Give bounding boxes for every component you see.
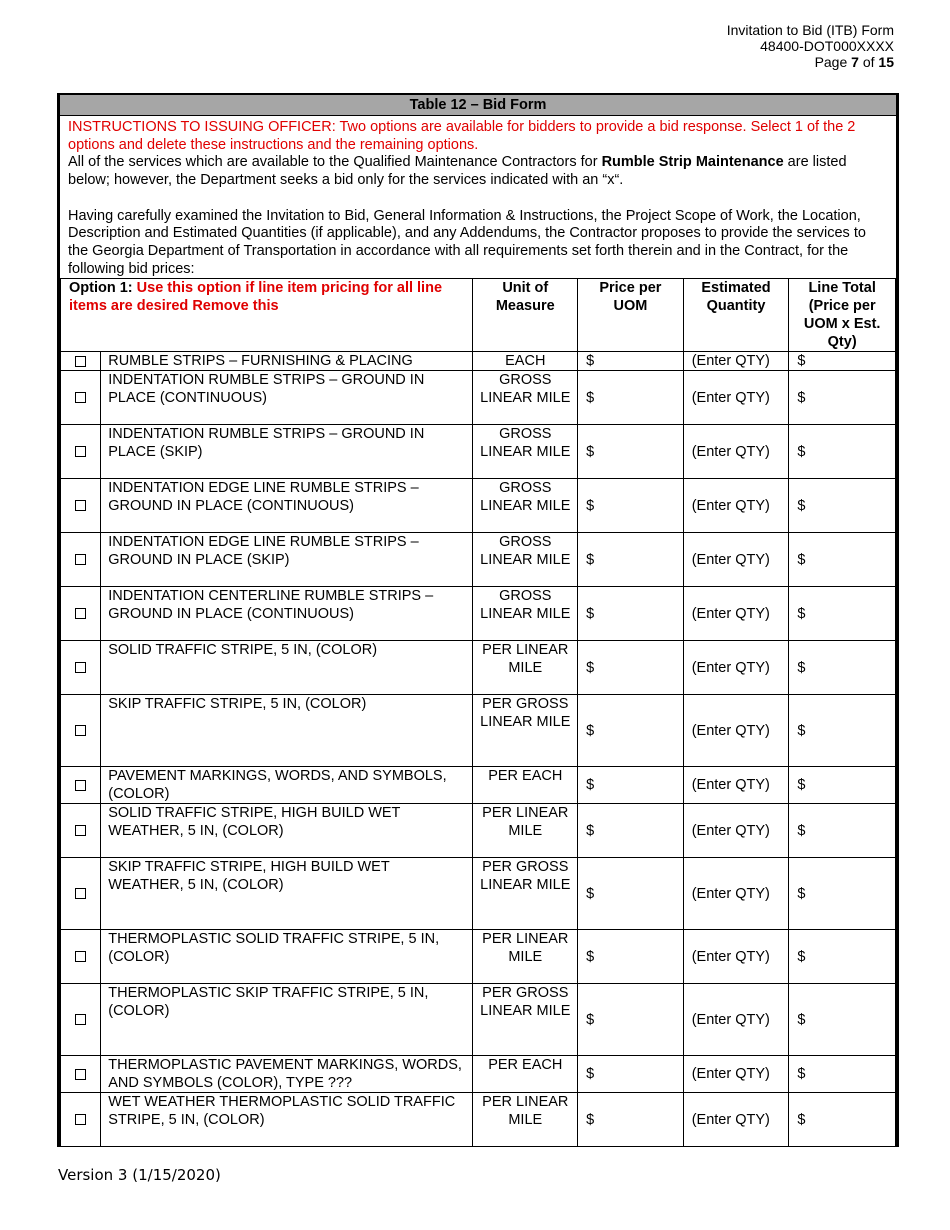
checkbox-icon[interactable] [75, 888, 86, 899]
price-header: Price per UOM [578, 279, 684, 352]
checkbox-icon[interactable] [75, 780, 86, 791]
item-description: INDENTATION EDGE LINE RUMBLE STRIPS – GROUND IN PLACE (CONTINUOUS) [101, 479, 473, 533]
table-row [61, 479, 896, 533]
price-per-uom[interactable]: $ [578, 479, 684, 533]
option-1-header: Option 1: Use this option if line item pricing for all line items are desired Remove this [61, 279, 473, 352]
estimated-quantity[interactable]: (Enter QTY) [683, 804, 789, 858]
instructions-block [60, 116, 896, 278]
checkbox-icon[interactable] [75, 1014, 86, 1025]
line-total[interactable]: $ [789, 767, 896, 804]
row-checkbox-cell[interactable] [61, 352, 101, 371]
services-statement: All of the services which are available to the Qualified Maintenance Contractors for Rumble Strip Maintenance are listed below; however, the Department seeks a bid only for the services indicated with an “x“. [68, 154, 847, 189]
row-checkbox-cell[interactable] [61, 858, 101, 930]
checkbox-icon[interactable] [75, 725, 86, 736]
bid-form-table-frame [57, 93, 899, 1147]
line-total[interactable]: $ [789, 984, 896, 1056]
price-per-uom[interactable]: $ [578, 767, 684, 804]
unit-of-measure: PER LINEAR MILE [473, 641, 578, 695]
checkbox-icon[interactable] [75, 608, 86, 619]
item-description: SKIP TRAFFIC STRIPE, 5 IN, (COLOR) [101, 695, 473, 767]
row-checkbox-cell[interactable] [61, 371, 101, 425]
table-row [61, 858, 896, 930]
estimated-quantity[interactable]: (Enter QTY) [683, 858, 789, 930]
line-total[interactable]: $ [789, 695, 896, 767]
item-description: SOLID TRAFFIC STRIPE, HIGH BUILD WET WEATHER, 5 IN, (COLOR) [101, 804, 473, 858]
item-description: INDENTATION EDGE LINE RUMBLE STRIPS – GROUND IN PLACE (SKIP) [101, 533, 473, 587]
estimated-quantity[interactable]: (Enter QTY) [683, 352, 789, 371]
row-checkbox-cell[interactable] [61, 984, 101, 1056]
price-per-uom[interactable]: $ [578, 371, 684, 425]
table-row [61, 767, 896, 804]
table-row [61, 804, 896, 858]
line-total[interactable]: $ [789, 1056, 896, 1093]
item-description: INDENTATION RUMBLE STRIPS – GROUND IN PLACE (CONTINUOUS) [101, 371, 473, 425]
contractor-proposal-statement: Having carefully examined the Invitation to Bid, General Information & Instructions, the Project Scope of Work, the Location, Description and Estimated Quantities (if applicable), and any Addendums, the Contractor proposes to provide the services to the Georgia Department of Transportation in accordance with all requirements set forth therein and in the Contract, for the following bid prices: [68, 207, 866, 277]
price-per-uom[interactable]: $ [578, 425, 684, 479]
price-per-uom[interactable]: $ [578, 1093, 684, 1147]
estimated-quantity[interactable]: (Enter QTY) [683, 371, 789, 425]
table-row [61, 641, 896, 695]
estimated-quantity[interactable]: (Enter QTY) [683, 479, 789, 533]
row-checkbox-cell[interactable] [61, 695, 101, 767]
table-row [61, 695, 896, 767]
unit-of-measure: GROSS LINEAR MILE [473, 425, 578, 479]
row-checkbox-cell[interactable] [61, 1093, 101, 1147]
estimated-quantity[interactable]: (Enter QTY) [683, 533, 789, 587]
estimated-quantity[interactable]: (Enter QTY) [683, 1093, 789, 1147]
bid-price-table [60, 278, 896, 1147]
estimated-quantity[interactable]: (Enter QTY) [683, 930, 789, 984]
checkbox-icon[interactable] [75, 446, 86, 457]
price-per-uom[interactable]: $ [578, 984, 684, 1056]
item-description: THERMOPLASTIC PAVEMENT MARKINGS, WORDS, AND SYMBOLS (COLOR), TYPE ??? [101, 1056, 473, 1093]
form-title: Invitation to Bid (ITB) Form [726, 22, 894, 38]
table-row [61, 930, 896, 984]
row-checkbox-cell[interactable] [61, 767, 101, 804]
price-per-uom[interactable]: $ [578, 352, 684, 371]
item-description: SOLID TRAFFIC STRIPE, 5 IN, (COLOR) [101, 641, 473, 695]
checkbox-icon[interactable] [75, 1069, 86, 1080]
price-per-uom[interactable]: $ [578, 1056, 684, 1093]
unit-of-measure: EACH [473, 352, 578, 371]
item-description: RUMBLE STRIPS – FURNISHING & PLACING [101, 352, 473, 371]
table-row [61, 1093, 896, 1147]
page-number: Page 7 of 15 [814, 54, 894, 70]
checkbox-icon[interactable] [75, 662, 86, 673]
line-total[interactable]: $ [789, 1093, 896, 1147]
estimated-quantity[interactable]: (Enter QTY) [683, 695, 789, 767]
table-row [61, 371, 896, 425]
line-total[interactable]: $ [789, 858, 896, 930]
table-title: Table 12 – Bid Form [60, 93, 896, 116]
checkbox-icon[interactable] [75, 1114, 86, 1125]
item-description: WET WEATHER THERMOPLASTIC SOLID TRAFFIC STRIPE, 5 IN, (COLOR) [101, 1093, 473, 1147]
estimated-quantity[interactable]: (Enter QTY) [683, 587, 789, 641]
item-description: INDENTATION CENTERLINE RUMBLE STRIPS – GROUND IN PLACE (CONTINUOUS) [101, 587, 473, 641]
checkbox-icon[interactable] [75, 356, 86, 367]
table-row [61, 1056, 896, 1093]
estimated-quantity[interactable]: (Enter QTY) [683, 984, 789, 1056]
estimated-quantity[interactable]: (Enter QTY) [683, 641, 789, 695]
line-total[interactable]: $ [789, 533, 896, 587]
table-row [61, 587, 896, 641]
unit-of-measure: PER GROSS LINEAR MILE [473, 695, 578, 767]
unit-of-measure: PER EACH [473, 767, 578, 804]
item-description: INDENTATION RUMBLE STRIPS – GROUND IN PLACE (SKIP) [101, 425, 473, 479]
row-checkbox-cell[interactable] [61, 533, 101, 587]
item-description: THERMOPLASTIC SKIP TRAFFIC STRIPE, 5 IN, (COLOR) [101, 984, 473, 1056]
checkbox-icon[interactable] [75, 951, 86, 962]
estimated-quantity[interactable]: (Enter QTY) [683, 425, 789, 479]
total-header: Line Total (Price per UOM x Est. Qty) [789, 279, 896, 352]
unit-of-measure: GROSS LINEAR MILE [473, 371, 578, 425]
page-header [727, 22, 894, 70]
price-per-uom[interactable]: $ [578, 641, 684, 695]
unit-of-measure: PER EACH [473, 1056, 578, 1093]
estimated-quantity[interactable]: (Enter QTY) [683, 767, 789, 804]
checkbox-icon[interactable] [75, 500, 86, 511]
checkbox-icon[interactable] [75, 392, 86, 403]
form-number: 48400-DOT000XXXX [760, 38, 894, 54]
price-per-uom[interactable]: $ [578, 533, 684, 587]
table-row [61, 425, 896, 479]
row-checkbox-cell[interactable] [61, 1056, 101, 1093]
unit-of-measure: GROSS LINEAR MILE [473, 533, 578, 587]
line-total[interactable]: $ [789, 352, 896, 371]
line-total[interactable]: $ [789, 587, 896, 641]
table-row [61, 984, 896, 1056]
checkbox-icon[interactable] [75, 554, 86, 565]
unit-of-measure: GROSS LINEAR MILE [473, 479, 578, 533]
officer-instructions: INSTRUCTIONS TO ISSUING OFFICER: Two options are available for bidders to provide a bid response. Select 1 of the 2 options and delete these instructions and the remaining options. [68, 119, 856, 153]
unit-of-measure: GROSS LINEAR MILE [473, 587, 578, 641]
qty-header: Estimated Quantity [683, 279, 789, 352]
line-total[interactable]: $ [789, 479, 896, 533]
row-checkbox-cell[interactable] [61, 641, 101, 695]
table-row [61, 533, 896, 587]
price-per-uom[interactable]: $ [578, 587, 684, 641]
estimated-quantity[interactable]: (Enter QTY) [683, 1056, 789, 1093]
line-total[interactable]: $ [789, 930, 896, 984]
item-description: THERMOPLASTIC SOLID TRAFFIC STRIPE, 5 IN, (COLOR) [101, 930, 473, 984]
line-total[interactable]: $ [789, 641, 896, 695]
line-total[interactable]: $ [789, 425, 896, 479]
unit-of-measure: PER LINEAR MILE [473, 1093, 578, 1147]
row-checkbox-cell[interactable] [61, 587, 101, 641]
table-row [61, 352, 896, 371]
line-total[interactable]: $ [789, 371, 896, 425]
unit-of-measure: PER LINEAR MILE [473, 930, 578, 984]
unit-of-measure: PER LINEAR MILE [473, 804, 578, 858]
price-per-uom[interactable]: $ [578, 930, 684, 984]
row-checkbox-cell[interactable] [61, 930, 101, 984]
uom-header: Unit of Measure [473, 279, 578, 352]
price-per-uom[interactable]: $ [578, 858, 684, 930]
price-per-uom[interactable]: $ [578, 695, 684, 767]
version-footer: Version 3 (1/15/2020) [58, 1166, 221, 1184]
table-header-row [61, 279, 896, 352]
line-total[interactable]: $ [789, 804, 896, 858]
row-checkbox-cell[interactable] [61, 479, 101, 533]
item-description: PAVEMENT MARKINGS, WORDS, AND SYMBOLS, (COLOR) [101, 767, 473, 804]
unit-of-measure: PER GROSS LINEAR MILE [473, 858, 578, 930]
row-checkbox-cell[interactable] [61, 425, 101, 479]
item-description: SKIP TRAFFIC STRIPE, HIGH BUILD WET WEATHER, 5 IN, (COLOR) [101, 858, 473, 930]
row-checkbox-cell[interactable] [61, 804, 101, 858]
price-per-uom[interactable]: $ [578, 804, 684, 858]
checkbox-icon[interactable] [75, 825, 86, 836]
unit-of-measure: PER GROSS LINEAR MILE [473, 984, 578, 1056]
